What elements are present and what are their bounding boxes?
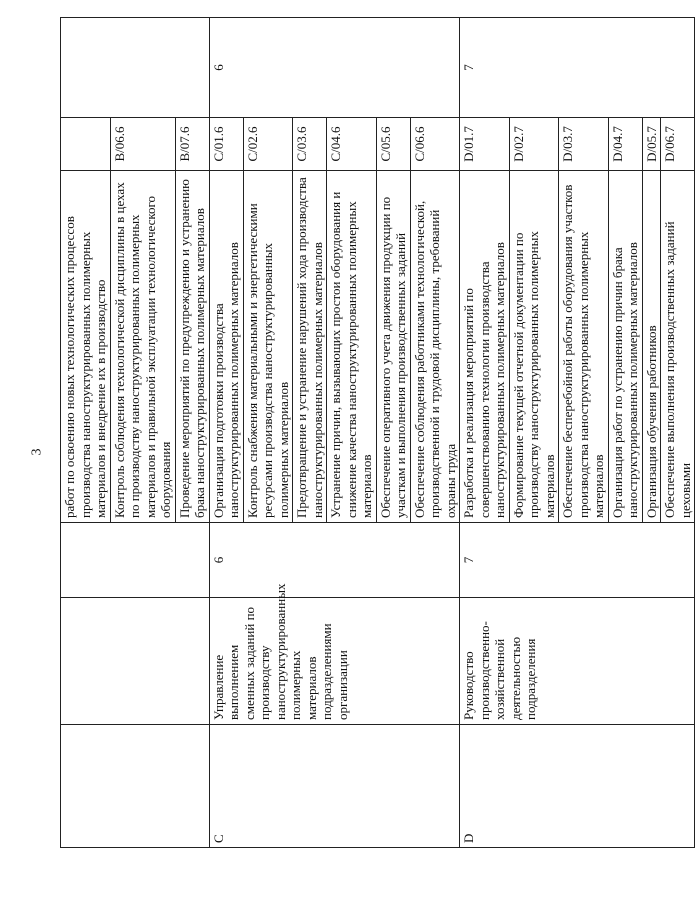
task-code: D/05.7 bbox=[642, 118, 661, 171]
task-text: Организация подготовки производства наноструктурированных полимерных материалов bbox=[209, 171, 243, 523]
group-d-name: Руководство производственно-хозяйственной деятельностью подразделения bbox=[460, 598, 695, 725]
task-code: C/04.6 bbox=[327, 118, 377, 171]
col-level-right-empty-top bbox=[61, 18, 210, 118]
task-text: Предотвращение и устранение нарушений хода производства наноструктурированных полимерных материалов bbox=[293, 171, 327, 523]
group-c-name: Управление выполнением сменных заданий по производству наноструктурированных полимерных материалов подразделениями организации bbox=[209, 598, 460, 725]
continuation-code bbox=[61, 118, 111, 171]
functions-table bbox=[60, 17, 695, 848]
continuation-text: работ по освоению новых технологических процессов производства наноструктурированных полимерных материалов и внедрение их в производство bbox=[61, 171, 111, 523]
task-code: D/01.7 bbox=[460, 118, 510, 171]
task-code: C/03.6 bbox=[293, 118, 327, 171]
task-code: B/06.6 bbox=[110, 118, 175, 171]
task-code: D/04.7 bbox=[608, 118, 642, 171]
task-code: C/01.6 bbox=[209, 118, 243, 171]
group-d-code: D bbox=[460, 725, 695, 848]
task-text: Контроль снабжения материальными и энергетическими ресурсами производства наноструктурированных полимерных материалов bbox=[243, 171, 293, 523]
col-level-empty-top bbox=[61, 523, 210, 598]
task-code: D/02.7 bbox=[509, 118, 559, 171]
task-text: Обеспечение бесперебойной работы оборудования участков производства наноструктурированных полимерных материалов bbox=[559, 171, 609, 523]
page-number: 3 bbox=[29, 448, 45, 456]
task-code: D/03.7 bbox=[559, 118, 609, 171]
group-c-code: C bbox=[209, 725, 460, 848]
task-text: Разработка и реализация мероприятий по совершенствованию технологии производства наноструктурированных полимерных материалов bbox=[460, 171, 510, 523]
task-text: Обеспечение оперативного учета движения продукции по участкам и выполнения производственных заданий bbox=[376, 171, 410, 523]
task-text: Организация работ по устранению причин брака наноструктурированных полимерных материалов bbox=[608, 171, 642, 523]
task-code: B/07.6 bbox=[175, 118, 209, 171]
rotated-table-sheet bbox=[60, 18, 693, 848]
task-code: D/06.7 bbox=[661, 118, 695, 171]
group-c-level: 6 bbox=[209, 523, 460, 598]
task-code: C/02.6 bbox=[243, 118, 293, 171]
task-code: C/05.6 bbox=[376, 118, 410, 171]
group-d-level: 7 bbox=[460, 523, 695, 598]
task-text: Проведение мероприятий по предупреждению и устранению брака наноструктурированных полимерных материалов bbox=[175, 171, 209, 523]
task-text: Устранение причин, вызывающих простои оборудования и снижение качества наноструктурированных полимерных материалов bbox=[327, 171, 377, 523]
task-code: C/06.6 bbox=[410, 118, 460, 171]
task-text: Формирование текущей отчетной документации по производству наноструктурированных полимерных материалов bbox=[509, 171, 559, 523]
task-text: Контроль соблюдения технологической дисциплины в цехах по производству наноструктурированных полимерных материалов и правильной эксплуатации технологического оборудования bbox=[110, 171, 175, 523]
group-c-level-right: 6 bbox=[209, 18, 460, 118]
task-text: Организация обучения работников bbox=[642, 171, 661, 523]
task-text: Обеспечение выполнения производственных заданий цеховыми bbox=[661, 171, 695, 523]
group-d-level-right: 7 bbox=[460, 18, 695, 118]
col-name-empty-top bbox=[61, 598, 210, 725]
col-code-empty-top bbox=[61, 725, 210, 848]
task-text: Обеспечение соблюдения работниками технологической, производственной и трудовой дисциплины, требований охраны труда bbox=[410, 171, 460, 523]
